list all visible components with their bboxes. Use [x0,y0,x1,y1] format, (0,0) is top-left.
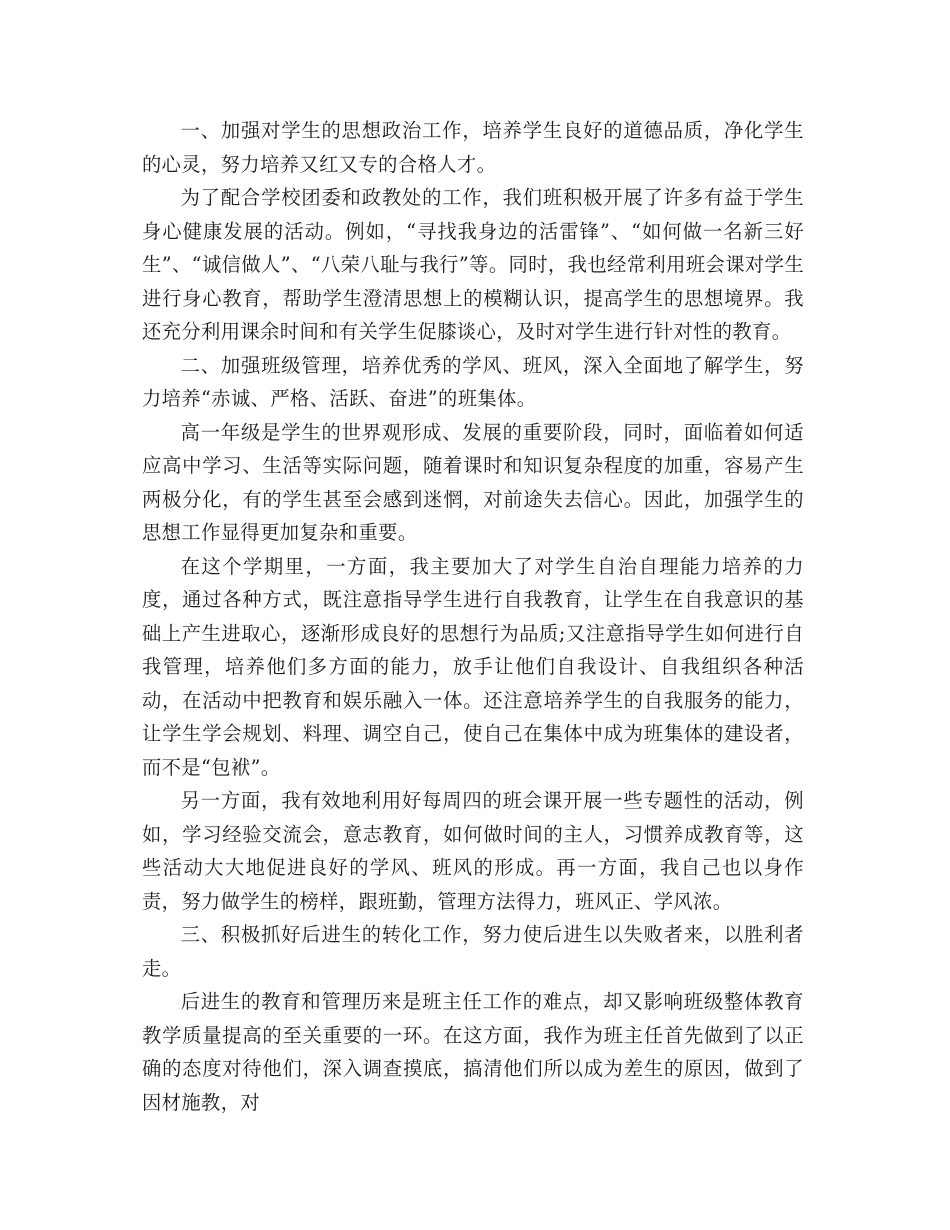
paragraph-8: 后进生的教育和管理历来是班主任工作的难点，却又影响班级整体教育教学质量提高的至关重要的一环。在这方面，我作为班主任首先做到了以正确的态度对待他们，深入调查摸底，搞清他们所以成为差生的原因，做到了因材施教，对 [142,990,804,1114]
paragraph-2: 为了配合学校团委和政教处的工作，我们班积极开展了许多有益于学生身心健康发展的活动。例如，“寻找我身边的活雷锋”、“如何做一名新三好生”、“诚信做人”、“八荣八耻与我行”等。同时，我也经常利用班会课对学生进行身心教育，帮助学生澄清思想上的模糊认识，提高学生的思想境界。我还充分利用课余时间和有关学生促膝谈心，及时对学生进行针对性的教育。 [142,186,804,343]
paragraph-1: 一、加强对学生的思想政治工作，培养学生良好的道德品质，净化学生的心灵，努力培养又红又专的合格人才。 [142,119,804,176]
paragraph-6: 另一方面，我有效地利用好每周四的班会课开展一些专题性的活动，例如，学习经验交流会，意志教育，如何做时间的主人，习惯养成教育等，这些活动大大地促进良好的学风、班风的形成。再一方面，我自己也以身作责，努力做学生的榜样，跟班勤，管理方法得力，班风正、学风浓。 [142,789,804,913]
paragraph-5: 在这个学期里，一方面，我主要加大了对学生自治自理能力培养的力度，通过各种方式，既注意指导学生进行自我教育，让学生在自我意识的基础上产生进取心，逐渐形成良好的思想行为品质;又注意指导学生如何进行自我管理，培养他们多方面的能力，放手让他们自我设计、自我组织各种活动，在活动中把教育和娱乐融入一体。还注意培养学生的自我服务的能力，让学生学会规划、料理、调空自己，使自己在集体中成为班集体的建设者，而不是“包袱”。 [142,554,804,779]
paragraph-7: 三、积极抓好后进生的转化工作，努力使后进生以失败者来，以胜利者走。 [142,923,804,980]
document-body [142,114,804,1119]
paragraph-3: 二、加强班级管理，培养优秀的学风、班风，深入全面地了解学生，努力培养“赤诚、严格、活跃、奋进”的班集体。 [142,353,804,410]
paragraph-4: 高一年级是学生的世界观形成、发展的重要阶段，同时，面临着如何适应高中学习、生活等实际问题，随着课时和知识复杂程度的加重，容易产生两极分化，有的学生甚至会感到迷惘，对前途失去信心。因此，加强学生的思想工作显得更加复杂和重要。 [142,420,804,544]
